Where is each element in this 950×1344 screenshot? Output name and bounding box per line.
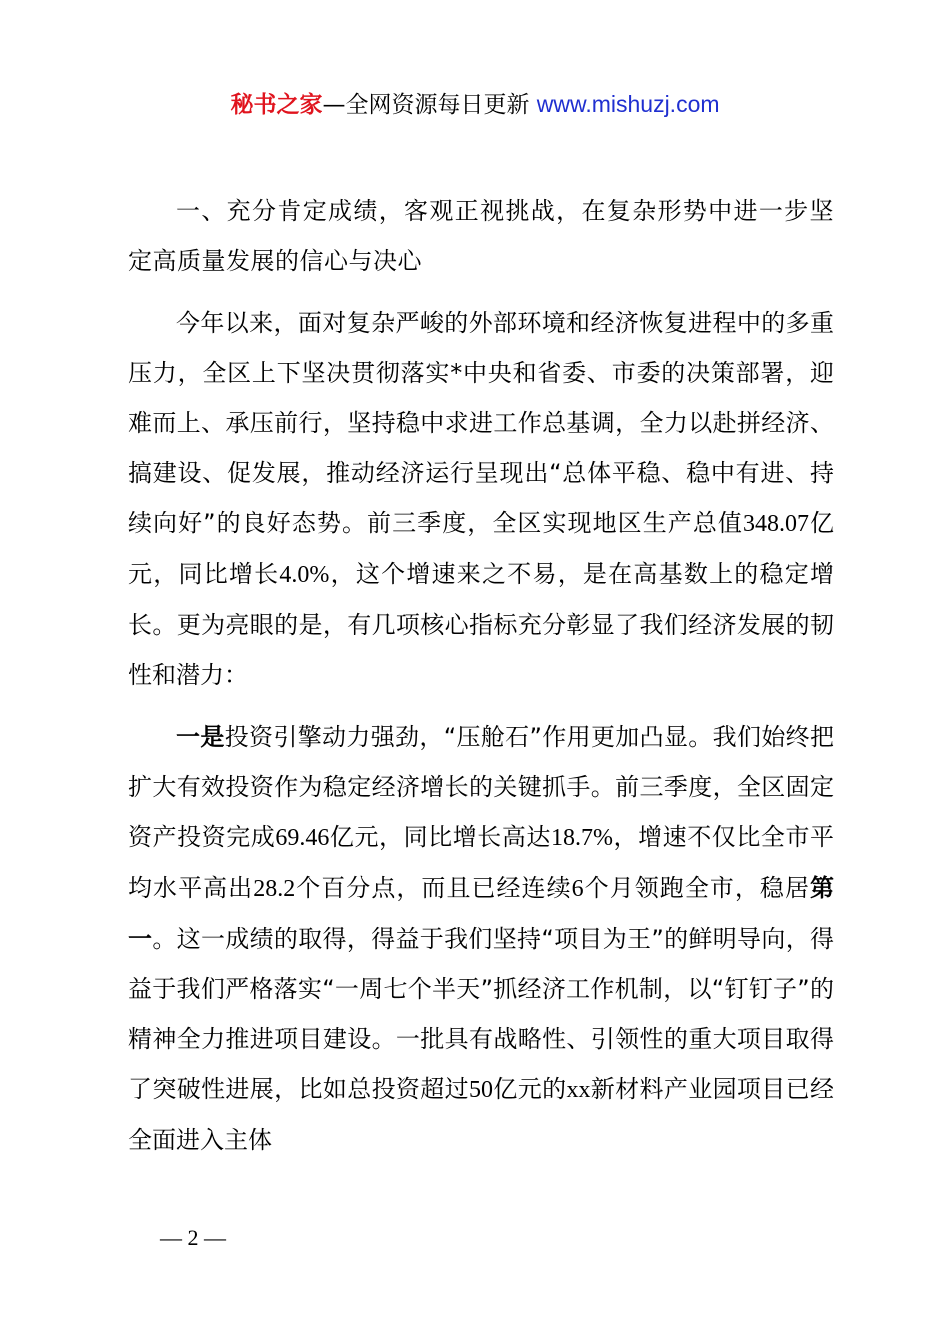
project-investment: 50 (469, 1077, 493, 1103)
text: 个月领跑全市，稳居 (583, 874, 811, 902)
paragraph-investment (128, 712, 834, 1165)
rank-first: 第一 (128, 874, 835, 953)
lead-term: 一是 (176, 723, 225, 751)
text: 今年以来，面对复杂严峻的外部环境和经济恢复进程中的多重压力，全区上下坚决贯彻落实*中央和省委、市委的决策部署，迎难而上、承压前行，坚持稳中求进工作总基调，全力以赴拼经济、搞建设、促发展，推动经济运行呈现出“总体平稳、稳中有进、持续向好”的良好态势。前三季度，全区实现地区生产总值 (128, 309, 834, 537)
text: ，增速不仅比全市平均水平高出 (128, 823, 835, 902)
site-header (0, 86, 950, 123)
paragraph-overview (128, 298, 834, 700)
text: 。这一成绩的取得，得益于我们坚持“项目为王”的鲜明导向，得益于我们严格落实“一周七个半天”抓经济工作机制，以“钉钉子”的精神全力推进项目建设。一批具有战略性、引领性的重大项目取得了突破性进展，比如总投资超过 (128, 925, 835, 1103)
text: 亿元，同比增长 (128, 509, 834, 588)
text: ，这个增速来之不易，是在高基数上的稳定增长。更为亮眼的是，有几项核心指标充分彰显了我们经济发展的韧性和潜力： (128, 560, 835, 689)
header-slogan: —全网资源每日更新 (322, 92, 537, 118)
text: 亿元的 (493, 1075, 567, 1103)
brand-name: 秘书之家 (230, 92, 323, 118)
text: 投资引擎动力强劲，“压舱石”作用更加凸显。我们始终把扩大有效投资作为稳定经济增长的关键抓手。前三季度，全区固定资产投资完成 (128, 723, 835, 851)
gdp-growth: 4.0% (279, 562, 330, 588)
investment-value: 69.46 (275, 825, 330, 851)
text: 新材料产业园项目已经全面进入主体 (128, 1075, 835, 1154)
document-body (128, 186, 834, 1177)
investment-growth: 18.7% (550, 825, 613, 851)
growth-gap: 28.2 (253, 876, 296, 902)
text: 亿元，同比增长高达 (329, 823, 551, 851)
months-count: 6 (571, 876, 584, 902)
page-number: — 2 — (160, 1225, 226, 1250)
gdp-value: 348.07 (742, 511, 809, 537)
project-code: xx (566, 1077, 591, 1103)
text: 个百分点，而且已经连续 (295, 874, 572, 902)
section-heading: 一、充分肯定成绩，客观正视挑战，在复杂形势中进一步坚定高质量发展的信心与决心 (128, 197, 834, 275)
site-url-link[interactable]: www.mishuzj.com (536, 91, 720, 117)
